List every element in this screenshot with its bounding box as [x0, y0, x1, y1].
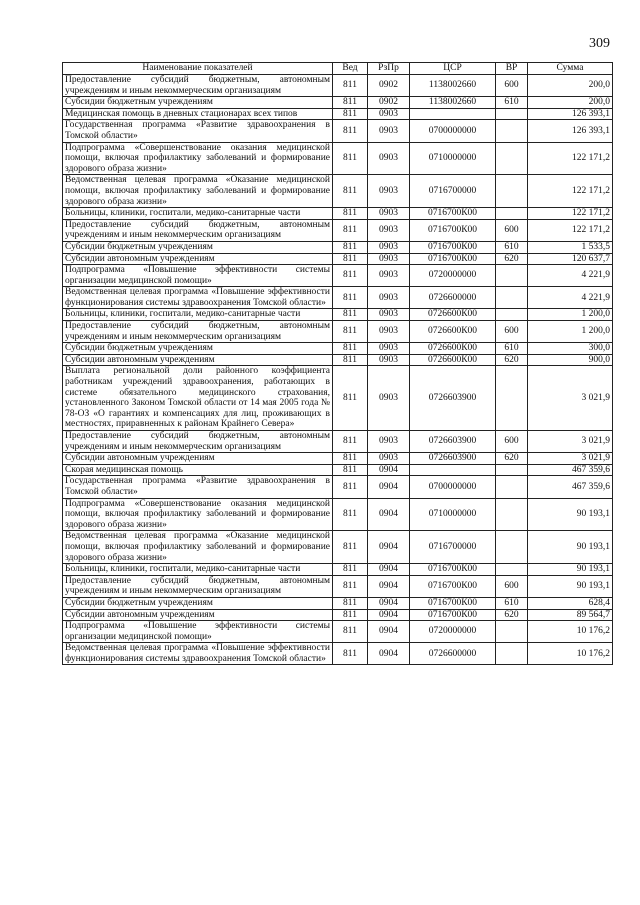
row-rzpr: 0903	[368, 219, 410, 241]
row-csr: 0716700000	[410, 175, 496, 208]
table-row	[63, 75, 613, 97]
table-row	[63, 498, 613, 531]
table-row	[63, 366, 613, 431]
row-vr: 620	[496, 253, 528, 265]
row-sum: 200,0	[528, 75, 613, 97]
row-sum: 3 021,9	[528, 431, 613, 453]
row-vr	[496, 108, 528, 120]
row-vr: 610	[496, 97, 528, 109]
row-csr: 0710000000	[410, 142, 496, 175]
table-row	[63, 531, 613, 564]
row-vr: 600	[496, 431, 528, 453]
row-ved: 811	[333, 575, 368, 597]
header-vr: ВР	[496, 63, 528, 75]
row-vr: 620	[496, 453, 528, 465]
row-csr: 0716700К00	[410, 597, 496, 609]
row-name: Предоставление субсидий бюджетным, автономным учреждениям и иным некоммерческим организациям	[63, 431, 333, 453]
row-vr	[496, 531, 528, 564]
row-vr	[496, 142, 528, 175]
row-csr: 0726600К00	[410, 354, 496, 366]
row-csr: 0720000000	[410, 621, 496, 643]
header-rzpr: РзПр	[368, 63, 410, 75]
row-name: Предоставление субсидий бюджетным, автономным учреждениям и иным некоммерческим организациям	[63, 219, 333, 241]
row-name: Ведомственная целевая программа «Оказание медицинской помощи, включая профилактику заболеваний и формирование здорового образа жизни»	[63, 175, 333, 208]
row-csr: 0716700К00	[410, 575, 496, 597]
row-rzpr: 0903	[368, 241, 410, 253]
row-name: Ведомственная целевая программа «Повышение эффективности функционирования системы здравоохранения Томской области»	[63, 643, 333, 665]
row-rzpr: 0903	[368, 354, 410, 366]
row-rzpr: 0903	[368, 108, 410, 120]
table-row	[63, 621, 613, 643]
row-sum: 1 533,5	[528, 241, 613, 253]
row-name: Субсидии автономным учреждениям	[63, 453, 333, 465]
row-ved: 811	[333, 354, 368, 366]
row-vr	[496, 120, 528, 142]
row-vr	[496, 175, 528, 208]
table-row	[63, 287, 613, 309]
header-csr: ЦСР	[410, 63, 496, 75]
row-name: Государственная программа «Развитие здравоохранения в Томской области»	[63, 120, 333, 142]
row-rzpr: 0904	[368, 643, 410, 665]
row-csr: 0726600000	[410, 643, 496, 665]
row-ved: 811	[333, 498, 368, 531]
row-name: Субсидии автономным учреждениям	[63, 354, 333, 366]
table-row	[63, 609, 613, 621]
row-name: Ведомственная целевая программа «Оказание медицинской помощи, включая профилактику заболеваний и формирование здорового образа жизни»	[63, 531, 333, 564]
row-rzpr: 0903	[368, 142, 410, 175]
row-name: Больницы, клиники, госпитали, медико-санитарные части	[63, 309, 333, 321]
row-ved: 811	[333, 464, 368, 476]
row-name: Подпрограмма «Совершенствование оказания медицинской помощи, включая профилактику заболеваний и формирование здорового образа жизни»	[63, 498, 333, 531]
row-sum: 200,0	[528, 97, 613, 109]
row-csr	[410, 464, 496, 476]
row-rzpr: 0903	[368, 321, 410, 343]
row-name: Скорая медицинская помощь	[63, 464, 333, 476]
budget-table	[62, 62, 613, 665]
row-rzpr: 0903	[368, 265, 410, 287]
row-name: Предоставление субсидий бюджетным, автономным учреждениям и иным некоммерческим организациям	[63, 75, 333, 97]
table-row	[63, 464, 613, 476]
table-row	[63, 453, 613, 465]
row-vr	[496, 208, 528, 220]
row-sum: 900,0	[528, 354, 613, 366]
row-csr: 0716700К00	[410, 253, 496, 265]
row-name: Подпрограмма «Повышение эффективности системы организации медицинской помощи»	[63, 265, 333, 287]
header-ved: Вед	[333, 63, 368, 75]
table-row	[63, 321, 613, 343]
row-rzpr: 0903	[368, 175, 410, 208]
row-sum: 1 200,0	[528, 321, 613, 343]
row-name: Ведомственная целевая программа «Повышение эффективности функционирования системы здравоохранения Томской области»	[63, 287, 333, 309]
table-row	[63, 575, 613, 597]
row-rzpr: 0902	[368, 97, 410, 109]
row-sum: 122 171,2	[528, 219, 613, 241]
header-name: Наименование показателей	[63, 63, 333, 75]
row-sum: 122 171,2	[528, 175, 613, 208]
row-vr	[496, 309, 528, 321]
row-sum: 90 193,1	[528, 498, 613, 531]
row-vr: 610	[496, 343, 528, 355]
row-csr: 0726600К00	[410, 321, 496, 343]
row-ved: 811	[333, 643, 368, 665]
row-ved: 811	[333, 609, 368, 621]
row-name: Предоставление субсидий бюджетным, автономным учреждениям и иным некоммерческим организациям	[63, 575, 333, 597]
row-sum: 467 359,6	[528, 464, 613, 476]
row-csr: 0716700К00	[410, 564, 496, 576]
row-vr: 610	[496, 241, 528, 253]
row-sum: 1 200,0	[528, 309, 613, 321]
table-row	[63, 597, 613, 609]
row-ved: 811	[333, 75, 368, 97]
row-ved: 811	[333, 265, 368, 287]
row-ved: 811	[333, 431, 368, 453]
row-csr: 1138002660	[410, 75, 496, 97]
row-ved: 811	[333, 97, 368, 109]
table-row	[63, 219, 613, 241]
row-name: Субсидии автономным учреждениям	[63, 253, 333, 265]
row-ved: 811	[333, 309, 368, 321]
row-csr: 0710000000	[410, 498, 496, 531]
row-rzpr: 0903	[368, 208, 410, 220]
row-rzpr: 0902	[368, 75, 410, 97]
row-csr: 0700000000	[410, 120, 496, 142]
table-row	[63, 175, 613, 208]
row-rzpr: 0903	[368, 120, 410, 142]
row-sum: 126 393,1	[528, 120, 613, 142]
row-vr	[496, 498, 528, 531]
row-sum: 90 193,1	[528, 531, 613, 564]
row-vr: 600	[496, 219, 528, 241]
row-rzpr: 0904	[368, 621, 410, 643]
row-csr: 0726600000	[410, 287, 496, 309]
table-row	[63, 208, 613, 220]
row-rzpr: 0903	[368, 453, 410, 465]
row-name: Подпрограмма «Повышение эффективности системы организации медицинской помощи»	[63, 621, 333, 643]
row-sum: 3 021,9	[528, 453, 613, 465]
row-name: Подпрограмма «Совершенствование оказания медицинской помощи, включая профилактику заболеваний и формирование здорового образа жизни»	[63, 142, 333, 175]
row-ved: 811	[333, 366, 368, 431]
table-header	[63, 63, 613, 75]
row-vr: 600	[496, 75, 528, 97]
row-ved: 811	[333, 142, 368, 175]
row-vr	[496, 476, 528, 498]
row-ved: 811	[333, 476, 368, 498]
row-vr: 600	[496, 321, 528, 343]
table-row	[63, 120, 613, 142]
row-ved: 811	[333, 597, 368, 609]
row-sum: 122 171,2	[528, 142, 613, 175]
row-name: Выплата региональной доли районного коэффициента работникам учреждений здравоохранения, работающих в системе обязательного медицинского страхования, установленного Законом Томской области от 14 мая 2005 года № 78-ОЗ «О гарантиях и компенсациях для лиц, проживающих в местностях, приравненных к районам Крайнего Севера»	[63, 366, 333, 431]
table-row	[63, 97, 613, 109]
row-ved: 811	[333, 120, 368, 142]
row-rzpr: 0903	[368, 343, 410, 355]
row-name: Субсидии автономным учреждениям	[63, 609, 333, 621]
row-ved: 811	[333, 175, 368, 208]
row-rzpr: 0904	[368, 498, 410, 531]
row-vr	[496, 564, 528, 576]
table-row	[63, 564, 613, 576]
row-csr: 0716700К00	[410, 208, 496, 220]
row-rzpr: 0903	[368, 431, 410, 453]
row-rzpr: 0904	[368, 464, 410, 476]
row-name: Больницы, клиники, госпитали, медико-санитарные части	[63, 208, 333, 220]
row-vr	[496, 643, 528, 665]
table-row	[63, 343, 613, 355]
row-csr: 0716700К00	[410, 219, 496, 241]
row-ved: 811	[333, 241, 368, 253]
table-row	[63, 431, 613, 453]
row-name: Субсидии бюджетным учреждениям	[63, 343, 333, 355]
table-row	[63, 241, 613, 253]
row-rzpr: 0904	[368, 597, 410, 609]
row-name: Субсидии бюджетным учреждениям	[63, 241, 333, 253]
row-csr: 0726603900	[410, 431, 496, 453]
row-vr	[496, 464, 528, 476]
row-ved: 811	[333, 287, 368, 309]
row-csr: 0716700К00	[410, 609, 496, 621]
table-body	[63, 75, 613, 665]
row-name: Больницы, клиники, госпитали, медико-санитарные части	[63, 564, 333, 576]
row-rzpr: 0903	[368, 287, 410, 309]
row-csr: 0726603900	[410, 453, 496, 465]
row-sum: 90 193,1	[528, 575, 613, 597]
page-number: 309	[589, 36, 610, 51]
table-row	[63, 354, 613, 366]
row-ved: 811	[333, 531, 368, 564]
row-sum: 10 176,2	[528, 643, 613, 665]
table-row	[63, 643, 613, 665]
row-sum: 4 221,9	[528, 265, 613, 287]
row-sum: 120 637,7	[528, 253, 613, 265]
row-ved: 811	[333, 219, 368, 241]
row-sum: 628,4	[528, 597, 613, 609]
row-name: Государственная программа «Развитие здравоохранения в Томской области»	[63, 476, 333, 498]
row-csr: 0726603900	[410, 366, 496, 431]
row-ved: 811	[333, 453, 368, 465]
row-vr: 610	[496, 597, 528, 609]
table-row	[63, 253, 613, 265]
row-ved: 811	[333, 253, 368, 265]
row-sum: 90 193,1	[528, 564, 613, 576]
row-csr: 0700000000	[410, 476, 496, 498]
row-vr	[496, 366, 528, 431]
row-csr: 0716700К00	[410, 241, 496, 253]
row-name: Субсидии бюджетным учреждениям	[63, 597, 333, 609]
row-vr: 620	[496, 354, 528, 366]
row-csr: 1138002660	[410, 97, 496, 109]
row-sum: 122 171,2	[528, 208, 613, 220]
table-row	[63, 108, 613, 120]
row-ved: 811	[333, 621, 368, 643]
row-sum: 10 176,2	[528, 621, 613, 643]
row-rzpr: 0903	[368, 253, 410, 265]
row-vr	[496, 265, 528, 287]
row-rzpr: 0903	[368, 366, 410, 431]
row-rzpr: 0904	[368, 531, 410, 564]
row-sum: 467 359,6	[528, 476, 613, 498]
row-ved: 811	[333, 321, 368, 343]
row-vr	[496, 287, 528, 309]
row-ved: 811	[333, 208, 368, 220]
table-row	[63, 476, 613, 498]
header-sum: Сумма	[528, 63, 613, 75]
row-vr: 600	[496, 575, 528, 597]
row-csr: 0716700000	[410, 531, 496, 564]
row-rzpr: 0903	[368, 309, 410, 321]
row-csr	[410, 108, 496, 120]
row-csr: 0726600К00	[410, 309, 496, 321]
row-ved: 811	[333, 108, 368, 120]
row-csr: 0726600К00	[410, 343, 496, 355]
row-vr: 620	[496, 609, 528, 621]
row-sum: 4 221,9	[528, 287, 613, 309]
row-rzpr: 0904	[368, 476, 410, 498]
row-rzpr: 0904	[368, 564, 410, 576]
row-sum: 89 564,7	[528, 609, 613, 621]
row-ved: 811	[333, 564, 368, 576]
table-row	[63, 309, 613, 321]
row-rzpr: 0904	[368, 575, 410, 597]
row-vr	[496, 621, 528, 643]
row-rzpr: 0904	[368, 609, 410, 621]
table-row	[63, 142, 613, 175]
row-name: Медицинская помощь в дневных стационарах всех типов	[63, 108, 333, 120]
row-sum: 300,0	[528, 343, 613, 355]
row-name: Субсидии бюджетным учреждениям	[63, 97, 333, 109]
table-row	[63, 265, 613, 287]
row-sum: 3 021,9	[528, 366, 613, 431]
row-ved: 811	[333, 343, 368, 355]
header-row	[63, 63, 613, 75]
row-sum: 126 393,1	[528, 108, 613, 120]
row-csr: 0720000000	[410, 265, 496, 287]
row-name: Предоставление субсидий бюджетным, автономным учреждениям и иным некоммерческим организациям	[63, 321, 333, 343]
